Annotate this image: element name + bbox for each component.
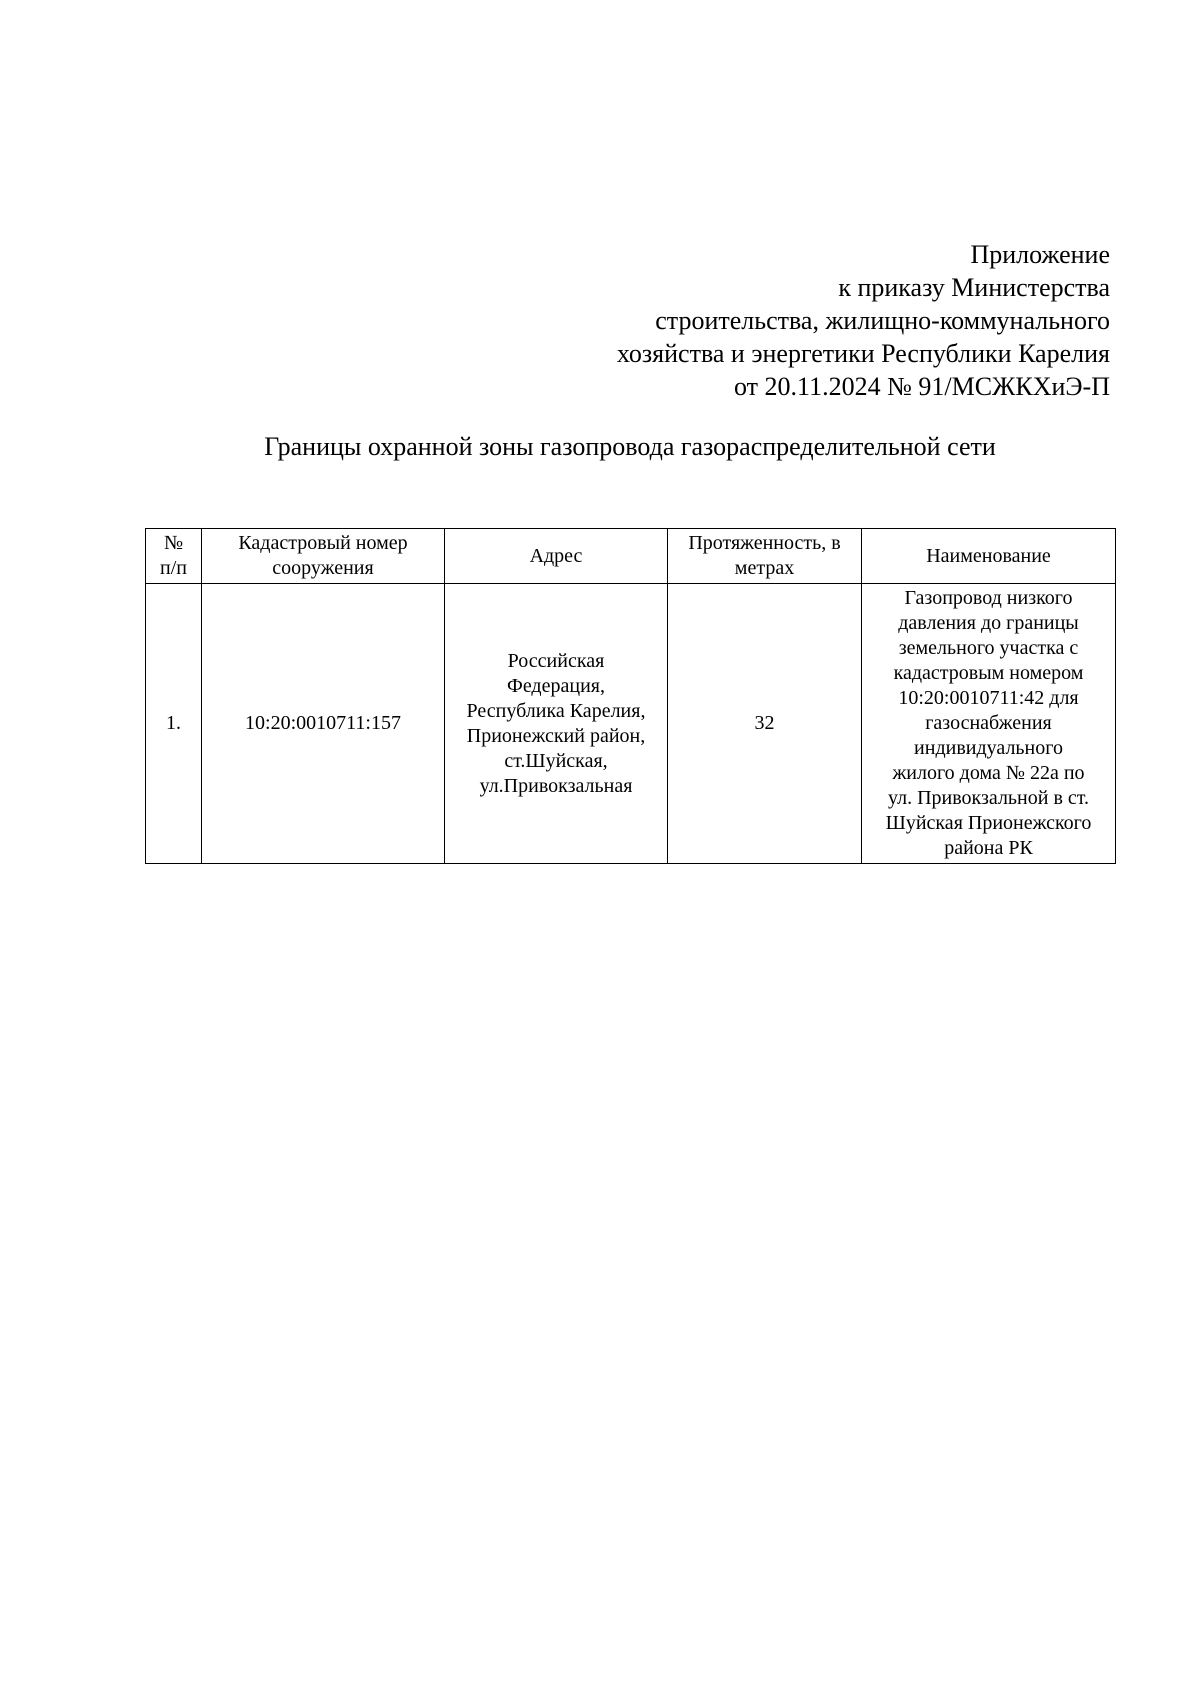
document-title-wrap [0, 432, 1200, 462]
header-number [146, 529, 202, 584]
name-line: ул. Привокзальной в ст. [887, 787, 1090, 809]
cell-cadastral-number: 10:20:0010711:157 [202, 584, 445, 864]
approval-line-appendix: Приложение [970, 240, 1110, 269]
header-length-line-2: метрах [734, 557, 795, 579]
name-line: кадастровым номером [893, 662, 1084, 684]
table-header-row [146, 529, 1116, 584]
table-row [146, 584, 1116, 864]
name-line: Шуйская Прионежского [885, 812, 1092, 834]
header-cadastral-line-2: сооружения [272, 557, 374, 579]
header-address-line-1: Адрес [529, 544, 583, 567]
name-line: 10:20:0010711:42 для [898, 687, 1079, 709]
header-name [862, 529, 1116, 584]
header-length [668, 529, 862, 584]
approval-line-ministry-cont: хозяйства и энергетики Республики Карелия [616, 339, 1110, 368]
protection-zone-table [145, 528, 1116, 864]
name-line: жилого дома № 22а по [892, 762, 1085, 784]
name-line: газоснабжения [925, 712, 1052, 734]
header-cadastral-line-1: Кадастровый номер [238, 532, 408, 554]
cell-length: 32 [668, 584, 862, 864]
cell-name [862, 584, 1116, 864]
address-line: ст.Шуйская, [504, 749, 608, 772]
header-cadastral-number [202, 529, 445, 584]
name-line: давления до границы [898, 612, 1079, 634]
approval-block [410, 238, 1110, 403]
name-line: индивидуального [914, 737, 1063, 759]
name-line: Газопровод низкого [904, 587, 1073, 609]
header-number-line-2: п/п [160, 557, 187, 579]
cell-address [445, 584, 668, 864]
address-line: Российская [507, 649, 605, 672]
header-address [445, 529, 668, 584]
address-line: ул.Привокзальная [479, 774, 633, 797]
header-name-line-1: Наименование [926, 544, 1051, 567]
address-line: Федерация, [507, 674, 605, 697]
header-length-line-1: Протяженность, в [688, 532, 841, 554]
name-line: земельного участка с [898, 637, 1079, 659]
name-line: района РК [944, 837, 1033, 859]
address-line: Прионежский район, [466, 724, 646, 747]
approval-line-date-number: от 20.11.2024 № 91/МСЖКХиЭ-П [734, 372, 1110, 401]
approval-line-order: к приказу Министерства [838, 273, 1110, 302]
approval-line-ministry: строительства, жилищно-коммунального [655, 306, 1110, 335]
address-line: Республика Карелия, [466, 699, 646, 722]
cell-number: 1. [146, 584, 202, 864]
header-number-line-1: № [163, 532, 184, 554]
document-title: Границы охранной зоны газопровода газораспределительной сети [264, 432, 996, 461]
